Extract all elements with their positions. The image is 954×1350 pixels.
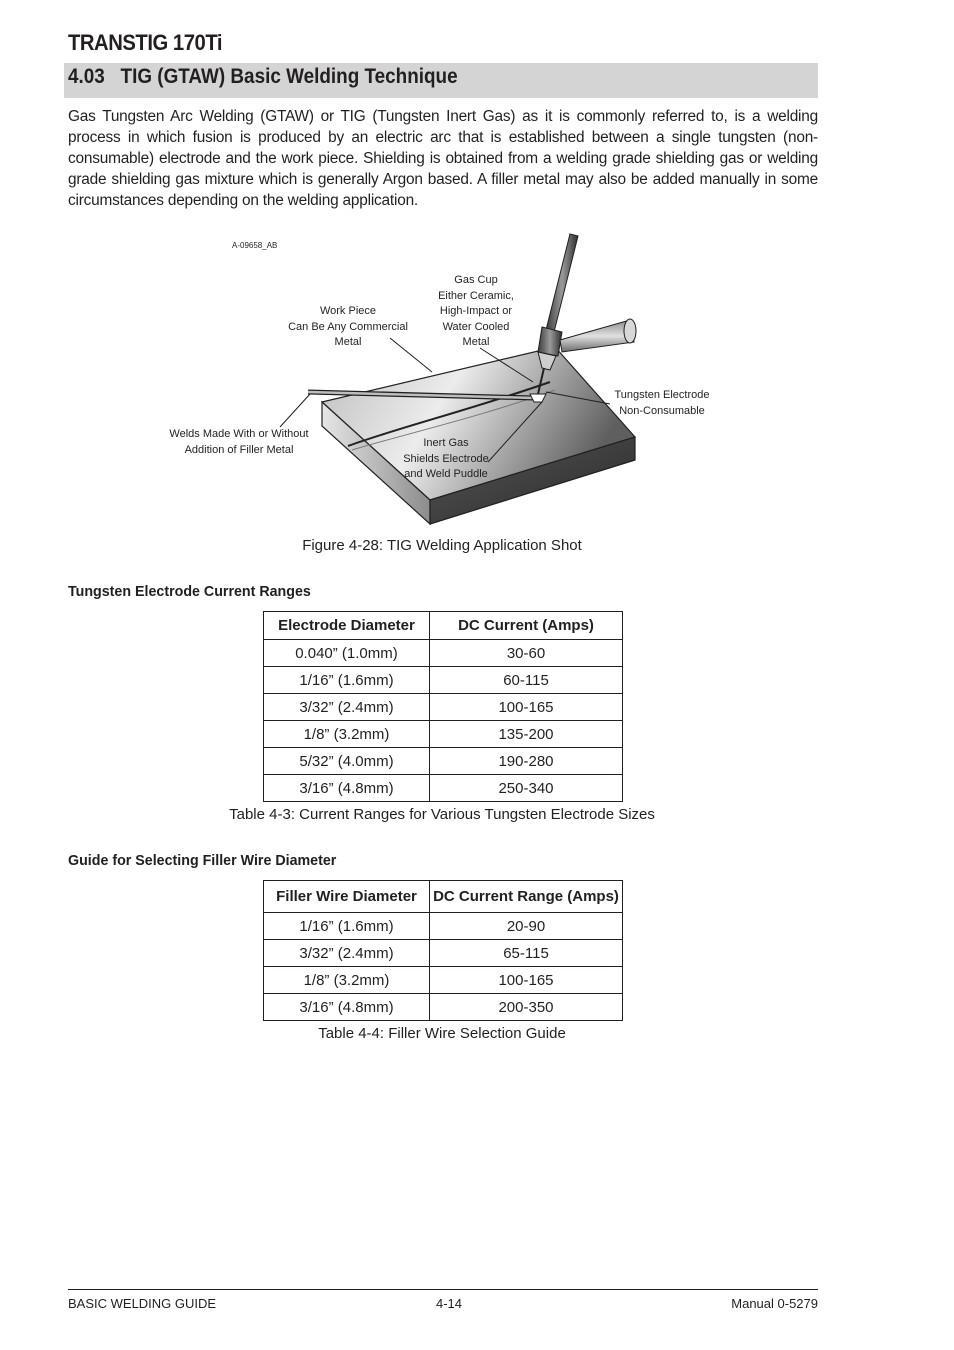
table-cell: 3/16” (4.8mm) [264, 994, 430, 1021]
table2-caption: Table 4-4: Filler Wire Selection Guide [318, 1025, 566, 1042]
table-row [264, 748, 623, 775]
section-title: 4.03 TIG (GTAW) Basic Welding Technique [68, 65, 458, 88]
tig-welding-illustration [150, 222, 750, 532]
table-row [264, 640, 623, 667]
figure-caption: Figure 4-28: TIG Welding Application Shot [302, 537, 582, 554]
table-cell: 3/16” (4.8mm) [264, 775, 430, 802]
table-cell: 135-200 [430, 721, 623, 748]
table-cell: 60-115 [430, 667, 623, 694]
table1-heading: Tungsten Electrode Current Ranges [68, 583, 311, 600]
table-row [264, 775, 623, 802]
intro-paragraph: Gas Tungsten Arc Welding (GTAW) or TIG (Tungsten Inert Gas) as it is commonly referred to, is a welding process in which fusion is produced by an electric arc that is established between a single tungsten (non-consumable) electrode and the work piece. Shielding is obtained from a welding grade shielding gas or welding grade shielding gas mixture which is generally Argon based. A filler metal may also be added manually in some circumstances depending on the welding application. [68, 108, 818, 209]
table-row [264, 967, 623, 994]
table-cell: 30-60 [430, 640, 623, 667]
table-cell: 200-350 [430, 994, 623, 1021]
table-cell: 190-280 [430, 748, 623, 775]
table-row [264, 667, 623, 694]
table-cell: 250-340 [430, 775, 623, 802]
table-cell: 1/8” (3.2mm) [264, 721, 430, 748]
table-header-row [264, 881, 623, 913]
table-row [264, 913, 623, 940]
table2-heading: Guide for Selecting Filler Wire Diameter [68, 852, 337, 869]
footer-left: BASIC WELDING GUIDE [68, 1296, 217, 1311]
filler-wire-table [263, 880, 623, 1021]
footer-manual-number: Manual 0-5279 [731, 1296, 818, 1311]
table-cell: 20-90 [430, 913, 623, 940]
table-cell: 65-115 [430, 940, 623, 967]
footer-page-number: 4-14 [436, 1296, 463, 1311]
electrode-current-table [263, 611, 623, 802]
tig-welding-figure [150, 222, 750, 532]
table-cell: 1/16” (1.6mm) [264, 667, 430, 694]
table1-caption: Table 4-3: Current Ranges for Various Tungsten Electrode Sizes [229, 806, 655, 823]
table-cell: 3/32” (2.4mm) [264, 940, 430, 967]
column-header: Electrode Diameter [264, 612, 430, 640]
column-header: DC Current (Amps) [430, 612, 623, 640]
table-cell: 1/16” (1.6mm) [264, 913, 430, 940]
label-welds: Welds Made With or Without Addition of Filler Metal [169, 428, 309, 456]
table-cell: 100-165 [430, 694, 623, 721]
table-row [264, 940, 623, 967]
table-cell: 5/32” (4.0mm) [264, 748, 430, 775]
table-cell: 0.040” (1.0mm) [264, 640, 430, 667]
table-row [264, 694, 623, 721]
footer-divider [68, 1289, 818, 1290]
table-cell: 1/8” (3.2mm) [264, 967, 430, 994]
label-inert-gas: Inert Gas Shields Electrode and Weld Puddle [403, 437, 489, 480]
table-cell: 3/32” (2.4mm) [264, 694, 430, 721]
table-cell: 100-165 [430, 967, 623, 994]
label-tungsten-electrode: Tungsten Electrode Non-Consumable [614, 389, 710, 417]
table-row [264, 721, 623, 748]
brand-title: TRANSTIG 170Ti [68, 30, 223, 55]
table-header-row [264, 612, 623, 640]
column-header: DC Current Range (Amps) [430, 881, 623, 913]
figure-id: A-09658_AB [232, 241, 278, 250]
label-work-piece: Work Piece Can Be Any Commercial Metal [288, 305, 408, 348]
table-row [264, 994, 623, 1021]
column-header: Filler Wire Diameter [264, 881, 430, 913]
label-gas-cup: Gas Cup Either Ceramic, High-Impact or Water Cooled Metal [438, 274, 514, 348]
